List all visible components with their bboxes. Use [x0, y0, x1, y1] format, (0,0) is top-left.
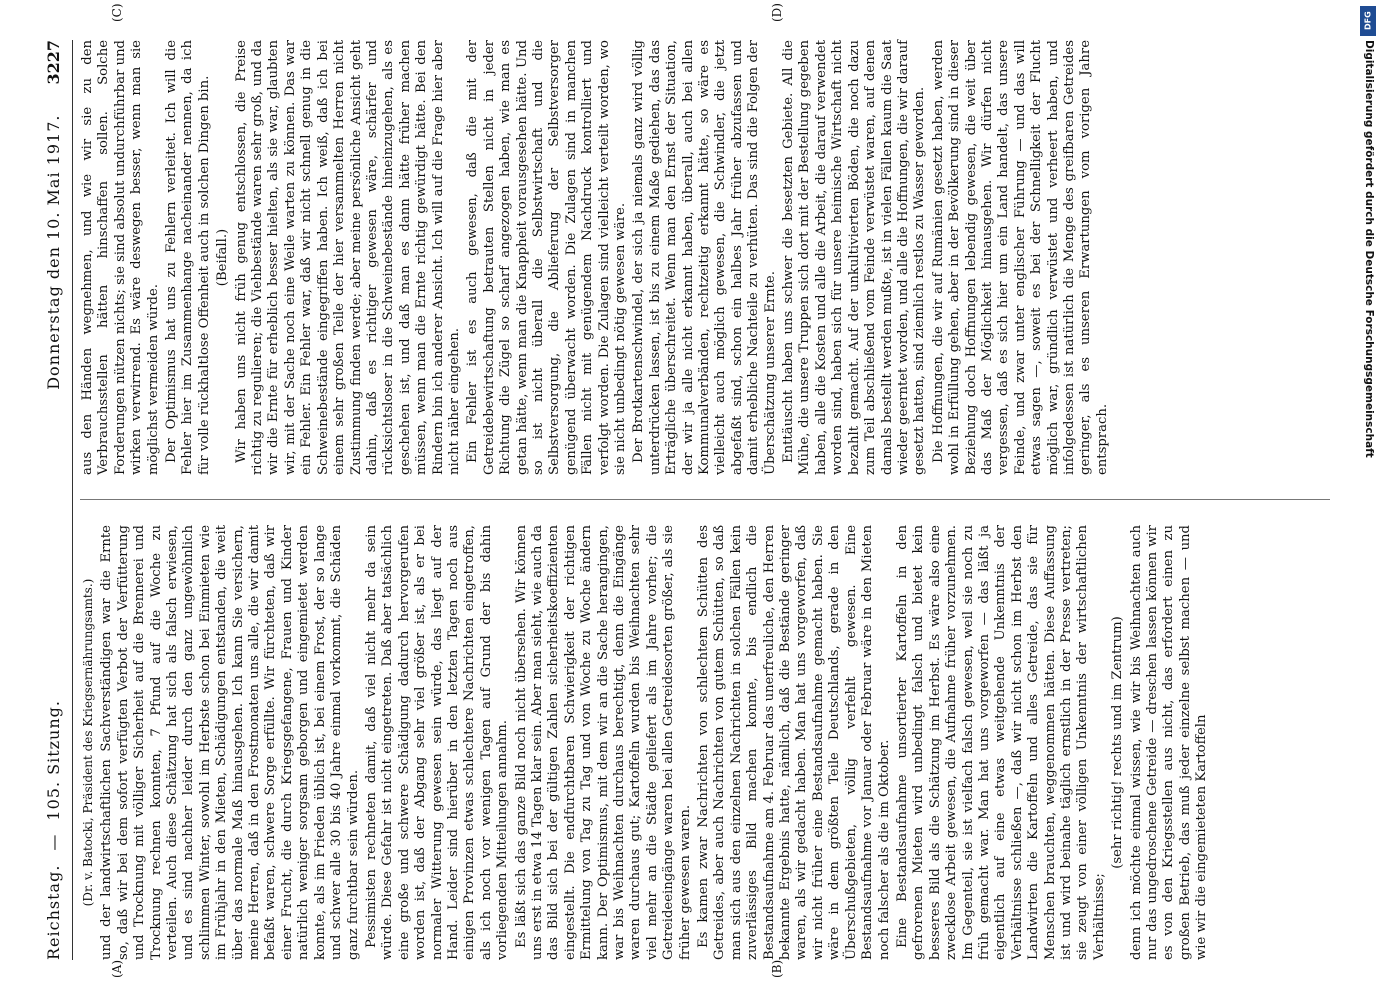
margin-marker-b: (B)	[770, 959, 784, 978]
paragraph: aus den Händen wegnehmen, und wie wir sie zu den Verbrauchsstellen hätten hinschaffen sollen. Solche Forderungen nützen nichts; sie sind absolut undurchführbar und wirken verwirrend. Es wäre deswegen besser, wenn man sie möglichst vermeiden würde.	[80, 40, 161, 475]
paragraph: und der landwirtschaftlichen Sachverständigen war die Ernte so, daß wir bei dem sofort verfügten Verbot der Verfütterung und Trocknung mit völliger Sicherheit auf die Brennerei und Trocknung rechnen konnten, 7 Pfund auf die Woche zu verteilen. Auch diese Schätzung hat sich als falsch erwiesen, und es sind nachher leider durch den ganz ungewöhnlich schlimmen Winter, sowohl im Herbste schon bei Einmieten wie im Frühjahr in den Mieten, Schädigungen entstanden, die weit über das normale Maß hinausgehen. Ich kann Sie versichern, meine Herren, daß in den Frostmonaten uns alle, die wir damit befaßt waren, schwere Sorge erfüllte. Wir fürchteten, daß wir einer Frucht, die durch Kriegsgefangene, Frauen und Kinder natürlich weniger sorgsam geborgen und eingemietet werden konnte, als im Frieden üblich ist, bei einem Frost, der so lange und schwer alle 30 bis 40 Jahre einmal vorkommt, die Schäden ganz furchtbar sein würden.	[99, 525, 361, 960]
paragraph: Der Optimismus hat uns zu Fehlern verleitet. Ich will die Fehler hier im Zusammenhange nacheinander nennen, da ich für volle rückhaltlose Offenheit auch in solchen Dingen bin.	[164, 40, 212, 475]
page-number: 3227	[44, 40, 63, 85]
paragraph: Ein Fehler ist es auch gewesen, daß die mit der Getreidebewirtschaftung betrauten Stellen nicht in jeder Richtung die Zügel so scharf angezogen haben, wie man es getan hätte, wenn man die Knappheit vorausgesehen hätte. Und so ist nicht überall die Selbstwirtschaft und die Selbstversorgung, die Ablieferung der Selbstversorger genügend überwacht worden. Die Zulagen sind in manchen Fällen nicht mit genügendem Nachdruck kontrolliert und verfolgt worden. Die Zulagen sind vielleicht verteilt worden, wo sie nicht unbedingt nötig gewesen wäre.	[465, 40, 628, 475]
left-column	[80, 525, 1213, 960]
digitization-credit: Digitalisierung gefördert durch die Deutsche Forschungsgemeinschaft	[1363, 40, 1375, 458]
header-separator: —	[44, 834, 63, 851]
header-rule	[72, 40, 73, 960]
header-date: Donnerstag den 10. Mai 1917.	[44, 114, 63, 390]
paragraph: Es läßt sich das ganze Bild noch nicht übersehen. Wir können uns erst in etwa 14 Tagen klar sein. Aber man sieht, wie auch da das Bild sich bei der gültigen Zahlen sicherheitskoeffizienten eingestellt. Die endfurchtbaren Schwierigkeit der richtigen Ermittelung von Tag zu Tag und von Woche zu Woche ändern kann. Der Optimismus, mit dem wir an die Sache herangingen, war bis Weihnachten durchaus berechtigt, denn die Eingänge waren durchaus gut; Kartoffeln wurden bis Weihnachten sehr viel mehr an die Städte geliefert als im Jahre vorher; die Getreideeingänge waren bei allen Getreidesorten größer, als sie früher gewesen waren.	[513, 525, 693, 960]
paragraph: Die Hoffnungen, die wir auf Rumänien gesetzt haben, werden wohl in Erfüllung gehen, aber in der Bevölkerung sind in dieser Beziehung doch Hoffnungen lebendig gewesen, die weit über das Maß der Möglichkeit hinausgehen. Wir dürfen nicht vergessen, daß es sich hier um ein Land handelt, das unsere Feinde, und zwar unter englischer Führung — und das will etwas sagen —, soweit es bei der Schnelligkeit der Flucht möglich war, gründlich verwüstet und verheert haben, und infolgedessen ist natürlich die Menge des greifbaren Getreides geringer, als es unseren Erwartungen vom vorigen Jahre entsprach.	[930, 40, 1110, 475]
paragraph: Es kamen zwar Nachrichten von schlechtem Schütten des Getreides, aber auch Nachrichten von gutem Schütten, so daß man sich aus den einzelnen Nachrichten in solchen Fällen kein zuverlässiges Bild machen konnte, bis endlich die Bestandsaufnahme am 4. Februar das unerfreuliche, den Herren bekannte Ergebnis hatte, nämlich, daß die Bestände geringer waren, als wir gedacht haben. Man hat uns vorgeworfen, daß wir nicht früher eine Bestandsaufnahme gemacht haben. Sie wäre in dem größten Teile Deutschlands, gerade in den Überschußgebieten, völlig verfehlt gewesen. Eine Bestandsaufnahme vor Januar oder Februar wäre in den Mieten noch falscher als die im Oktober.	[696, 525, 892, 960]
speaker-note: (Dr. v. Batocki, Präsident des Kriegsernährungsamts.)	[81, 578, 95, 907]
interjection: (Beifall.)	[215, 228, 231, 287]
paragraph: Wir haben uns nicht früh genug entschlossen, die Preise richtig zu regulieren; die Viehbestände waren sehr groß, und da wir die Ernte für erheblich besser hielten, als sie war, glaubten wir, mit der Sache noch eine Weile warten zu können. Das war ein Fehler. Ein Fehler war, daß wir nicht schnell genug in die Schweinebestände eingegriffen haben. Ich weiß, daß ich bei einem sehr großen Teile der hier versammelten Herren nicht Zustimmung finden werde; aber meine persönliche Ansicht geht dahin, daß es richtiger gewesen wäre, schärfer und rücksichtsloser in die Schweinebestände hineinzugehen, als es geschehen ist, und daß man es dann hätte früher machen müssen, wenn man die Ernte richtig gewürdigt hätte. Bei den Rindern bin ich anderer Ansicht. Ich will auf die Frage hier aber nicht näher eingehen.	[233, 40, 462, 475]
margin-marker-a: (A)	[110, 959, 124, 978]
header-reichstag: Reichstag.	[44, 864, 63, 960]
paragraph: Enttäuscht haben uns schwer die besetzten Gebiete. All die Mühe, die unsere Truppen sich dort mit der Bestellung gegeben haben, alle die Kosten und alle die Arbeit, die darauf verwendet worden sind, haben sich für unsere heimische Wirtschaft nicht bezahlt gemacht. Auf der unkultivierten Böden, die noch dazu zum Teil abschließend vom Feinde verwüstet waren, auf denen damals bestellt werden mußte, ist in vielen Fällen kaum die Saat wieder geerntet worden, und alle die Hoffnungen, die wir darauf gesetzt hatten, sind ziemlich restlos zu Wasser geworden.	[781, 40, 928, 475]
header-session: 105. Sitzung.	[44, 700, 63, 821]
page-header	[44, 40, 70, 960]
margin-marker-d: (D)	[770, 3, 784, 22]
right-column	[80, 40, 1113, 475]
paragraph: Der Brotkartenschwindel, der sich ja niemals ganz wird völlig unterdrücken lassen, ist bis zu einem Maße gediehen, das das Erträgliche überschreitet. Wenn man den Ernst der Situation, der wir ja alle nicht erkannt haben, überall, auch bei allen Kommunalverbänden, rechtzeitig erkannt hätte, so wäre es vielleicht auch möglich gewesen, die Schwindler, die jetzt abgefaßt sind, schon ein halbes Jahr früher abzufassen und damit erhebliche Nachteile zu verhüten. Das sind die Folgen der Überschätzung unserer Ernte.	[631, 40, 778, 475]
digitization-sidebar	[1355, 0, 1383, 1000]
paragraph: Eine Bestandsaufnahme unsortierter Kartoffeln in den gefrorenen Mieten wird unbedingt falsch und bietet kein besseres Bild als die Schätzung im Herbst. Es wäre also eine zwecklose Arbeit gewesen, die Aufnahme früher vorzunehmen. Im Gegenteil, sie ist vielfach falsch gewesen, weil sie noch zu früh gemacht war. Man hat uns vorgeworfen — das läßt ja eigentlich auf eine etwas weitgehende Unkenntnis der Verhältnisse schließen —, daß wir nicht schon im Herbst den Landwirten die Kartoffeln und alles Getreide, das sie für Menschen brauchten, weggenommen hätten. Diese Auffassung ist und wird beinahe täglich ernstlich in der Presse vertreten; sie zeugt von einer völligen Unkenntnis der wirtschaftlichen Verhältnisse;	[894, 525, 1107, 960]
margin-marker-c: (C)	[110, 3, 124, 22]
column-divider	[80, 499, 1330, 500]
dfg-logo-icon: DFG	[1360, 6, 1376, 36]
paragraph: denn ich möchte einmal wissen, wie wir bis Weihnachten auch nur das ungedroschene Getreide — dreschen lassen können wir es von den Kriegsstellen aus nicht, das erfordert einen zu großen Betrieb, das muß jeder einzelne selbst machen — und wie wir die eingemieteten Kartoffeln	[1128, 525, 1210, 960]
paragraph: Pessimisten rechneten damit, daß viel nicht mehr da sein würde. Diese Gefahr ist nicht eingetreten. Daß aber tatsächlich eine große und schwere Schädigung dadurch hervorgerufen worden ist, daß der Abgang sehr viel größer ist, als er bei normaler Witterung gewesen sein würde, das liegt auf der Hand. Leider sind hierüber in den letzten Tagen noch aus einigen Provinzen etwas schlechtere Nachrichten eingetroffen, als ich noch vor wenigen Tagen auf Grund der bis dahin vorliegenden Mitteilungen annahm.	[363, 525, 511, 960]
interjection: (sehr richtig! rechts und im Zentrum)	[1110, 616, 1126, 869]
